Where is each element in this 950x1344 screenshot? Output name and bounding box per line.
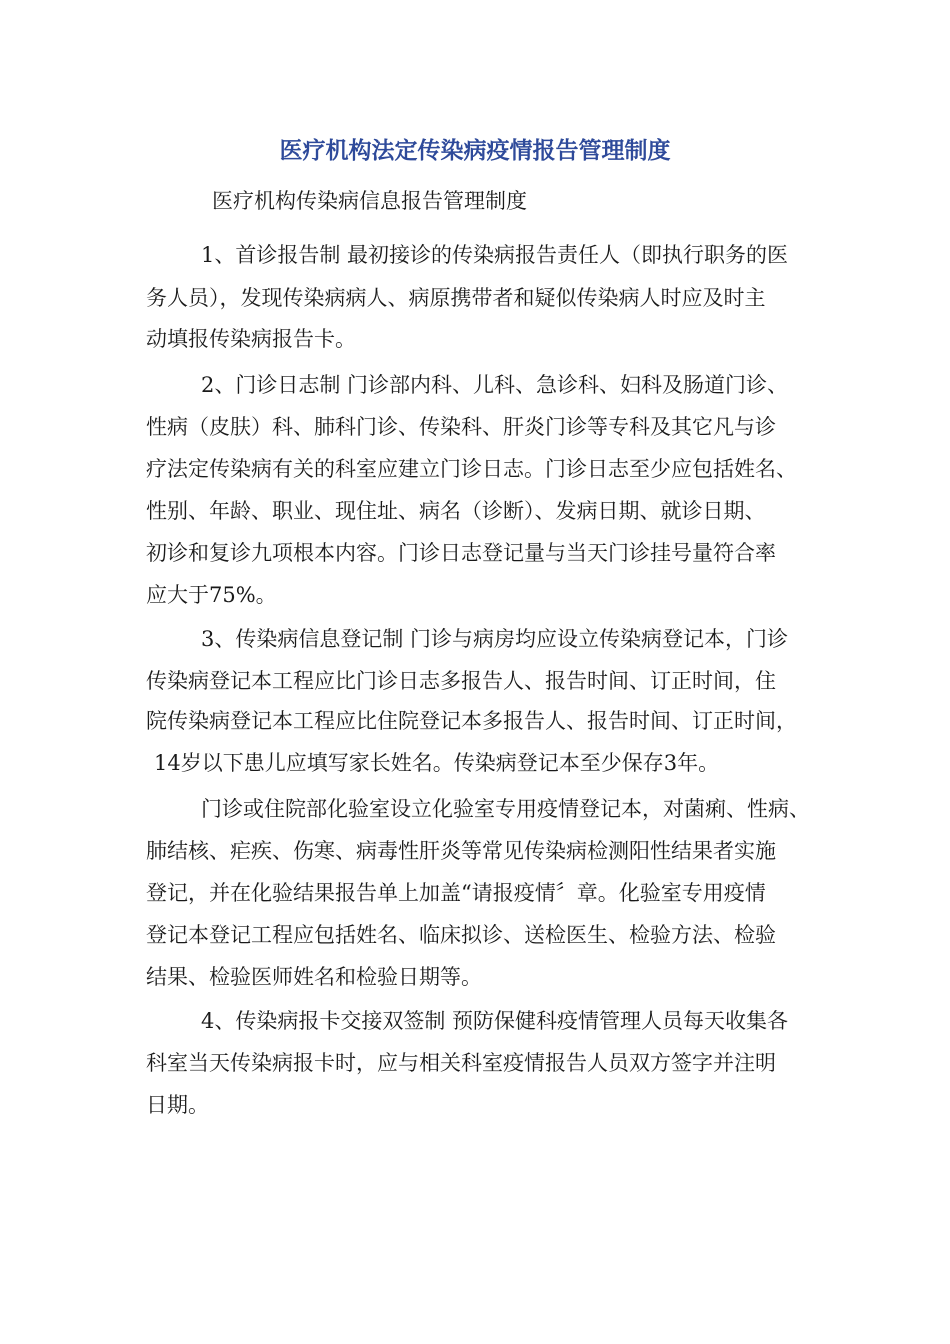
- paragraph-line: 3、传染病信息登记制 门诊与病房均应设立传染病登记本，门诊: [201, 627, 789, 651]
- paragraph-line: 性别、年龄、职业、现住址、病名（诊断）、发病日期、就诊日期、: [146, 499, 766, 523]
- document-title: 医疗机构法定传染病疫情报告管理制度: [279, 138, 671, 164]
- paragraph-line: 登记本登记工程应包括姓名、临床拟诊、送检医生、检验方法、检验: [146, 923, 776, 947]
- paragraph-line: 性病（皮肤）科、肺科门诊、传染科、肝炎门诊等专科及其它凡与诊: [146, 415, 776, 439]
- paragraph-line: 务人员），发现传染病病人、病原携带者和疑似传染病人时应及时主: [146, 286, 766, 310]
- paragraph-line: 登记，并在化验结果报告单上加盖“请报疫情〞章。化验室专用疫情: [146, 881, 766, 905]
- paragraph-line: 院传染病登记本工程应比住院登记本多报告人、报告时间、订正时间，: [146, 709, 797, 733]
- paragraph-line: 初诊和复诊九项根本内容。门诊日志登记量与当天门诊挂号量符合率: [146, 541, 776, 565]
- paragraph-line: 动填报传染病报告卡。: [146, 327, 356, 351]
- paragraph-line: 门诊或住院部化验室设立化验室专用疫情登记本，对菌痢、性病、: [201, 797, 810, 821]
- paragraph-line: 应大于75%。: [146, 583, 277, 607]
- paragraph-line: 日期。: [146, 1093, 209, 1117]
- paragraph-line: 肺结核、疟疾、伤寒、病毒性肝炎等常见传染病检测阳性结果者实施: [146, 839, 776, 863]
- paragraph-line: 14岁以下患儿应填写家长姓名。传染病登记本至少保存3年。: [154, 751, 720, 775]
- paragraph-line: 4、传染病报卡交接双签制 预防保健科疫情管理人员每天收集各: [201, 1009, 789, 1033]
- document-subtitle: 医疗机构传染病信息报告管理制度: [212, 189, 527, 213]
- paragraph-line: 结果、检验医师姓名和检验日期等。: [146, 965, 482, 989]
- paragraph-line: 疗法定传染病有关的科室应建立门诊日志。门诊日志至少应包括姓名、: [146, 457, 797, 481]
- paragraph-line: 传染病登记本工程应比门诊日志多报告人、报告时间、订正时间，住: [146, 669, 776, 693]
- paragraph-line: 2、门诊日志制 门诊部内科、儿科、急诊科、妇科及肠道门诊、: [201, 373, 789, 397]
- paragraph-line: 科室当天传染病报卡时，应与相关科室疫情报告人员双方签字并注明: [146, 1051, 776, 1075]
- paragraph-line: 1、首诊报告制 最初接诊的传染病报告责任人（即执行职务的医: [201, 243, 789, 267]
